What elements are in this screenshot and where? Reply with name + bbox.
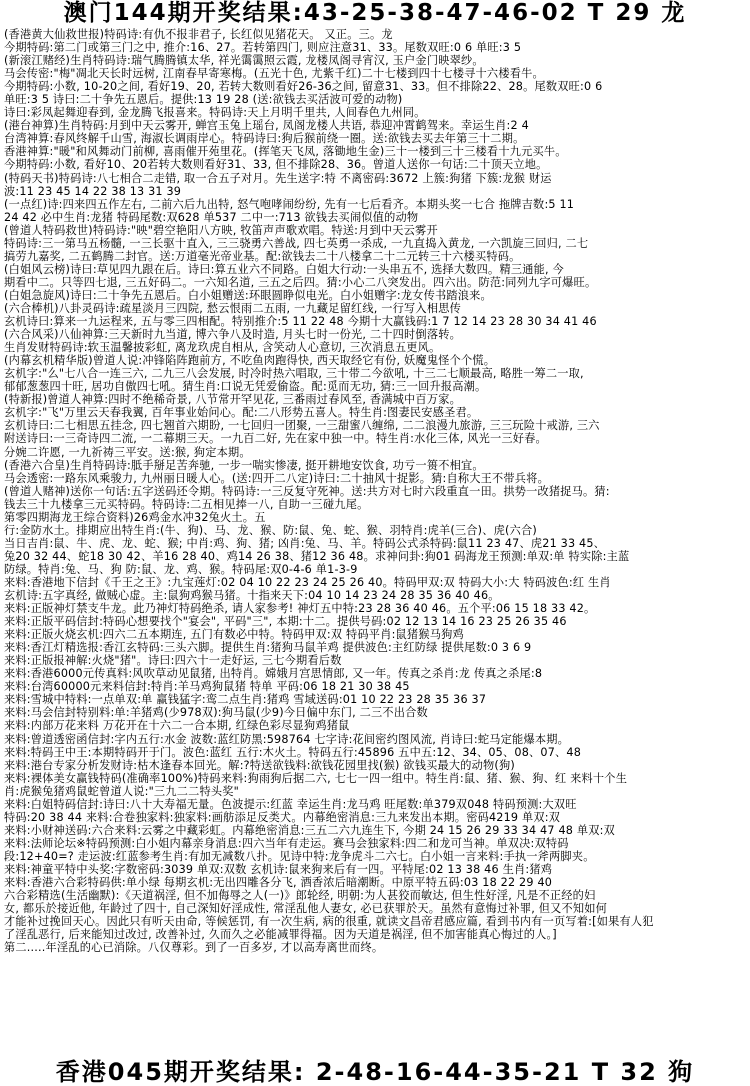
text-line: 行:金防水土。排期应出特生肖:(牛、狗)、马、龙、猴、防:鼠、兔、蛇、猴、羽特肖:虎羊(三合)、虎(六合) — [4, 523, 537, 537]
text-line: 来料:小财神送码:六合来料:云雾之中藏彩虹。内幕绝密消息:三五二六九连生下, 今期 24 15 26 29 33 34 47 48 单双:双 — [4, 823, 615, 837]
text-line: 单旺:3 5 诗曰:二十争先五恩后。提供:13 19 28 (送:欲钱去买活波可爱的动物) — [4, 93, 403, 107]
text-line: 才能补过挽回天心。因此只有听天由命, 等候惩罚, 有一次生病, 病的很重, 就读文昌帝君感应篇, 看到书内有一页写着:[如果有人犯 — [4, 915, 654, 929]
text-line: 来料:曾道透密函信封:字内五行:水金 波数:蓝红防黑:598764 七字诗:花间密约图风流, 肖诗曰:蛇马定能爆本期。 — [4, 732, 569, 746]
text-line: (白姐急旋风)诗曰:二十争先五恩后。白小姐赠送:环眼圆睁似电光。白小姐赠字:龙女传书踏浪来。 — [4, 288, 492, 302]
page-header-result: 澳门144期开奖结果:43-25-38-47-46-02 T 29 龙 — [63, 0, 687, 26]
text-line: 第零四期海龙王综合资料)26鸡金水冲32兔火土。五 — [4, 510, 266, 524]
text-line: (一点红)诗:四来四五作左右, 二前六后九出特, 怒气咆哮闹纷纷, 先有一七后看齐。本期头奖一七合 拖牌吉数:5 11 — [4, 197, 575, 211]
text-line: 段:12+40=? 走运波:红蓝参考生肖:有加无减数八扑。见诗中特:龙争虎斗二六七。白小姐一言来料:手执一斧两脚夹。 — [4, 849, 595, 863]
text-line: (白姐风云榜)诗曰:草见四九跟在后。诗曰:算五业六不同路。白姐大行动:一头串五不, 选择大数四。精三通能, 今 — [4, 262, 564, 276]
text-line: (港台神算)生肖特码:月到中天云雾开, 蝉宫玉兔上瑶台, 凤阁龙楼人共语, 恭迎冲霄鹤驾来。幸运生肖:2 4 — [4, 119, 529, 133]
text-line: 防绿。特肖:兔、马、狗 防:鼠、龙、鸡、猴。特码尾:双0-4-6 单1-3-9 — [4, 562, 358, 576]
text-line: 玄机字:"么"七八合一连三六, 二九三八会发展, 时冷时热六唱取, 三十带二今欲吼, 十三二七顺最高, 略胜一筹二一取, — [4, 367, 584, 381]
text-line: 分婉二许愿, 一九祈祷三平安。送:猴, 狗定本期。 — [4, 445, 251, 459]
text-line: 当日吉肖:鼠、牛、虎、龙、蛇、猴; 中肖:鸡、狗、猪; 凶肖:兔、马、羊。特码公式杀特码:鼠11 23 47、虎21 33 45、 — [4, 536, 606, 550]
text-line: (香港六合皇)生肖特码诗:胝手掰足苦奔驰, 一步一喘实惨凄, 挺开耕地安饮食, 功亏一篑不相宜。 — [4, 458, 484, 472]
text-line: 诗曰:彩凤起舞迎春到, 金龙腾飞报喜来。特码诗:天上月明千里共, 人间春色九州同。 — [4, 106, 426, 120]
text-line: 郁郁葱葱四十旺, 居功自傲四七吼。猜生肖:口说无凭爱偷盗。配:觅而无功, 猜:三一回升报高潮。 — [4, 380, 487, 394]
text-line: 香港神算:"暖"和风舞动门前柳, 喜雨催开苑里花。(挥笔天飞凤, 落锄地生金)三十一楼到三十三楼看十九元买牛。 — [4, 145, 567, 159]
text-line: (六合风采)八仙神算:三天新时九当道, 博六争八及时造, 月头七时一份光, 二十四时倒落转。 — [4, 328, 461, 342]
text-line: 来料:香港六合彩特码供:单小绿 每期玄机:无出四雕各分飞, 酒香浓后暗潮断。中原平特五码:03 18 22 29 40 — [4, 876, 553, 890]
text-line: 期看中二。只等四七退, 三五好码二。一六知名道, 三五之后四。猜:小心二八突发出。四六出。防范:同列九字可爆旺。 — [4, 275, 597, 289]
text-line: (曾道人赌神)送你一句话:五字送码还令期。特码诗:一三反复守死神。送:共方对七时六段重直一田。拱势一改猪捉马。猜: — [4, 484, 610, 498]
text-line: 玄机诗曰:算来一九运程来, 五与零三四相配。特别推介:5 11 22 48 今期十大赢钱码:1 7 12 14 23 28 30 34 41 46 — [4, 315, 597, 329]
text-line: (香港黄大仙救世报)特码诗:有仇不报非君子, 长红似见猪花天。 又正。三。龙 — [4, 28, 393, 41]
text-line: 搞劳九嘉奖, 二五鹤腾二封官。送:万道毫光帝业基。配:欲钱去二十八楼拿二十二元转三十六楼买特码。 — [4, 249, 521, 263]
text-line: 来料:台湾60000元来料信封:特肖:羊马鸡狗鼠猪 特单 平码:06 18 21 30 38 45 — [4, 680, 410, 694]
text-line: 今期特码:小数, 10-20之间, 看好19、20, 若转大数则看好26-36之间, 留意31、33。但不排除22、28。尾数双旺:0 6 — [4, 80, 603, 94]
text-line: (特新报)曾道人神算:四时不绝稀奇景, 八节常开罕见花, 三番雨过春风至, 香满城中百万家。 — [4, 393, 461, 407]
text-line: 来料:香港6000元传真料:风吹草动见鼠猪, 出特肖。嫦娥月宫思情郎, 又一年。传真之杀肖:龙 传真之杀尾:8 — [4, 667, 543, 681]
text-line: 今期特码:小数, 看好10、20若转大数则看好31、33, 但不排除28、36。曾道人送你一句话:二十顶天立地。 — [4, 158, 548, 172]
text-line: 来料:内部万花来料 万花开在十六二一合本期, 红绿色彩尽显狗鸡猪鼠 — [4, 719, 350, 733]
text-line: 来料:特码王中王:本期特码开于门。波色:蓝红 五行:木火土。特码五行:45896 五中五:12、34、05、08、07、48 — [4, 745, 582, 759]
text-line: 来料:香港地下信封《千王之王》:九宝莲灯:02 04 10 22 23 24 25 26 40。特码甲双:双 特码大小:大 特码波色:红 生肖 — [4, 575, 611, 589]
text-line: 来料:正版火烧玄机:四六二五本期连, 五门有数必中特。特码甲双:双 特码平肖:鼠猪猴马狗鸡 — [4, 628, 464, 642]
text-line: 来料:裸体美女赢钱特码(准确率100%)特码来料:狗雨狗后据二六, 七七一四一组中。特生肖:鼠、猪、猴、狗、红 来料十个生 — [4, 771, 628, 785]
text-line: 24 42 必中生肖:龙猪 特码尾数:双628 单537 二中一:713 欲钱去买闹似值的动物 — [4, 210, 419, 224]
text-line: 特码诗:三一第马五杨髓, 一三长驱十直入, 三三骁勇六善战, 四七英勇一杀成, 一九直捣入黄龙, 一六凯旋三回归, 二七 — [4, 236, 589, 250]
text-line: 玄机诗曰:二七相思五挂念, 四七翘首六期盼, 一七回归一团聚, 一三甜蜜八缠绵, 二二浪漫九旅游, 三三玩险十戒游, 三六 — [4, 419, 600, 433]
text-line: 来料:雪城中特料:一点单双:单 赢钱猛字:鸾二点生肖:猪鸡 雪域送码:01 10 22 23 28 35 36 37 — [4, 693, 487, 707]
text-line: (曾道人特码救世)特码诗:"映"碧空艳阳八方映, 牧笛声声歌欢唱。特送:月到中天云雾开 — [4, 223, 438, 237]
text-line: 特码:20 38 44 来料:合卷独家料:独家料:画舫添足反类犬。内幕绝密消息:三九来发出本期。密码4219 单双:双 — [4, 810, 561, 824]
text-line: (内幕玄机精华版)曾道人说:冲锋陷阵跑前方, 不吃鱼肉跑得快, 西天取经它有份, 妖魔鬼怪个个慌。 — [4, 354, 496, 368]
text-line: 来料:香江灯精选报:香江玄特码:三头六脚。提供生肖:猪狗马鼠羊鸡 提供波色:主红防绿 提供尾数:0 3 6 9 — [4, 641, 532, 655]
text-line: 玄机字:"飞"万里云天春我翼, 百年事业始问心。配:二八形势五喜人。特生肖:图妻民安感圣君。 — [4, 406, 479, 420]
text-line: 来料:法师论坛※特码预测:白小姐内幕亲身消息:四六当年有走运。赛马会独家料:四二和龙可当神。单双决:双特码 — [4, 836, 569, 850]
text-line: 了淫乱恶行, 后来能知过改过, 改善补过, 久而久之必能减罪得福。因为天道是祸淫, 但不加害能真心悔过的人。] — [4, 928, 557, 942]
text-line: 兔20 32 44、蛇18 30 42、羊16 28 40、鸡14 26 38、猪12 36 48。求神问卦:狗01 码海龙王预测:单双:单 特实除:主蓝 — [4, 549, 630, 563]
text-line: (特码天书)特码诗:八七相合二走错, 取一合五子对月。先生送字:特 不离密码:3672 上簇:狗猪 下簇:龙猴 财运 — [4, 171, 552, 185]
text-line: 来料:马会信封特别料:单:羊猪鸡(少978双):狗马鼠(少9)今日偏中东门, 二三不出合数 — [4, 706, 428, 720]
text-line: 马会透密:一路东风乘骏力, 九州丽日暖人心。(送:四开二八定)诗曰:二十抽风十捉影。猜:自称大王不带兵将。 — [4, 471, 549, 485]
text-line: 马会传密:"梅"凋北天长时远树, 江南春早寄寒梅。(五光十色, 尤紫千红)二十七楼到四十七楼寻十六楼看牛。 — [4, 67, 544, 81]
text-line: (新滚江赌经)生肖特码诗:瑞气腾腾镇太华, 祥光霭霭照云霞, 龙楼凤阁寻宵汉, 玉户金门映翠纱。 — [4, 54, 484, 68]
text-line: 来料:正版平码信封:特码心想要找个"宴会", 平码"三", 本期:十二。提供号码:02 12 13 14 16 23 25 26 35 46 — [4, 615, 567, 629]
text-line: 肖:虎猴兔猪鸡鼠蛇曾道人说:"三九二二特头奖" — [4, 784, 239, 798]
text-line: 今期特码:第二门或第三门之中, 推介:16、27。若转第四门, 则应注意31、33。尾数双旺:0 6 单旺:3 5 — [4, 41, 522, 55]
text-line: 附送诗曰:一三奇诗四二流, 一二幕期三天。一九百二好, 先在家中独一中。特生肖:水化三体, 风光一三好春。 — [4, 432, 547, 446]
page-footer-result: 香港045期开奖结果: 2-48-16-44-35-21 T 32 狗 — [55, 1058, 695, 1086]
text-line: 来料:白姐特码信封:诗曰:八十大寿福无量。色波提示:红蓝 幸运生肖:龙马鸡 旺尾数:单379双048 特码预测:大双旺 — [4, 797, 577, 811]
document-body — [4, 28, 746, 1056]
text-line: 女, 都乐於接近他, 年龄过了四十, 自己深知好淫成性, 常淫乱他人妻女, 必已获罪於天。虽然有意悔过补罪, 但又不知如何 — [4, 902, 608, 916]
text-line: 来料:港台专家分析发财诗:枯木逢春本回光。解:?特送欲钱料:欲钱花园里找(猴) 欲钱买最大的动物(狗) — [4, 758, 515, 772]
text-line: 波:11 23 45 14 22 38 13 31 39 — [4, 184, 182, 198]
text-line: 玄机诗:五字真经, 做贼心虚。主:鼠狗鸡猴马猪。十指来天下:04 10 14 23 24 28 35 36 40 46。 — [4, 589, 500, 603]
text-line: 生肖发财特码诗:软玉温馨披彩虹, 离龙玖虎自相从, 含笑动人心意切, 三次消息五更风。 — [4, 341, 441, 355]
text-line: 台湾神算:春风终解千山雪, 海淑长调雨岸心。特码诗曰:狗后猴前绕一圈。送:欲钱去买去年第三十二期。 — [4, 132, 525, 146]
text-line: 来料:神童平特中头奖:字数密码:3039 单双:双数 玄机诗:鼠来狗来后有一四。平特尾:02 13 38 46 生肖:猪鸡 — [4, 863, 553, 876]
text-line: 六合彩精选(生活幽默):《天道祸淫, 但不加侮辱之人(一)》郎轮经, 明朝:为人甚狡而敏达, 但生性好淫, 凡是不正经的妇 — [4, 889, 596, 903]
text-line: (六合棒机)八卦灵码诗:疏星淡月三四院, 愁云恨雨二五雨, 一九藏足留红线, 一行写入相思传 — [4, 301, 461, 315]
text-line: 来料:正版神灯禁支牛龙。此乃神灯特码绝杀, 请人家参考! 神灯五中特:23 28 36 40 46。五个平:06 15 18 33 42。 — [4, 602, 596, 616]
text-line: 来料:正版报神解:火烧"猪"。诗曰:四六十一走好运, 三七今期看后数 — [4, 654, 342, 668]
text-line: 第二.....年淫乱的心已消除。八仅尊彩。到了一百多岁, 才以高寿离世而终。 — [4, 941, 384, 955]
text-line: 钱去三十九楼拿三元买特码。特码诗:二五相见捧一八, 自助一三碰九尾。 — [4, 497, 369, 511]
